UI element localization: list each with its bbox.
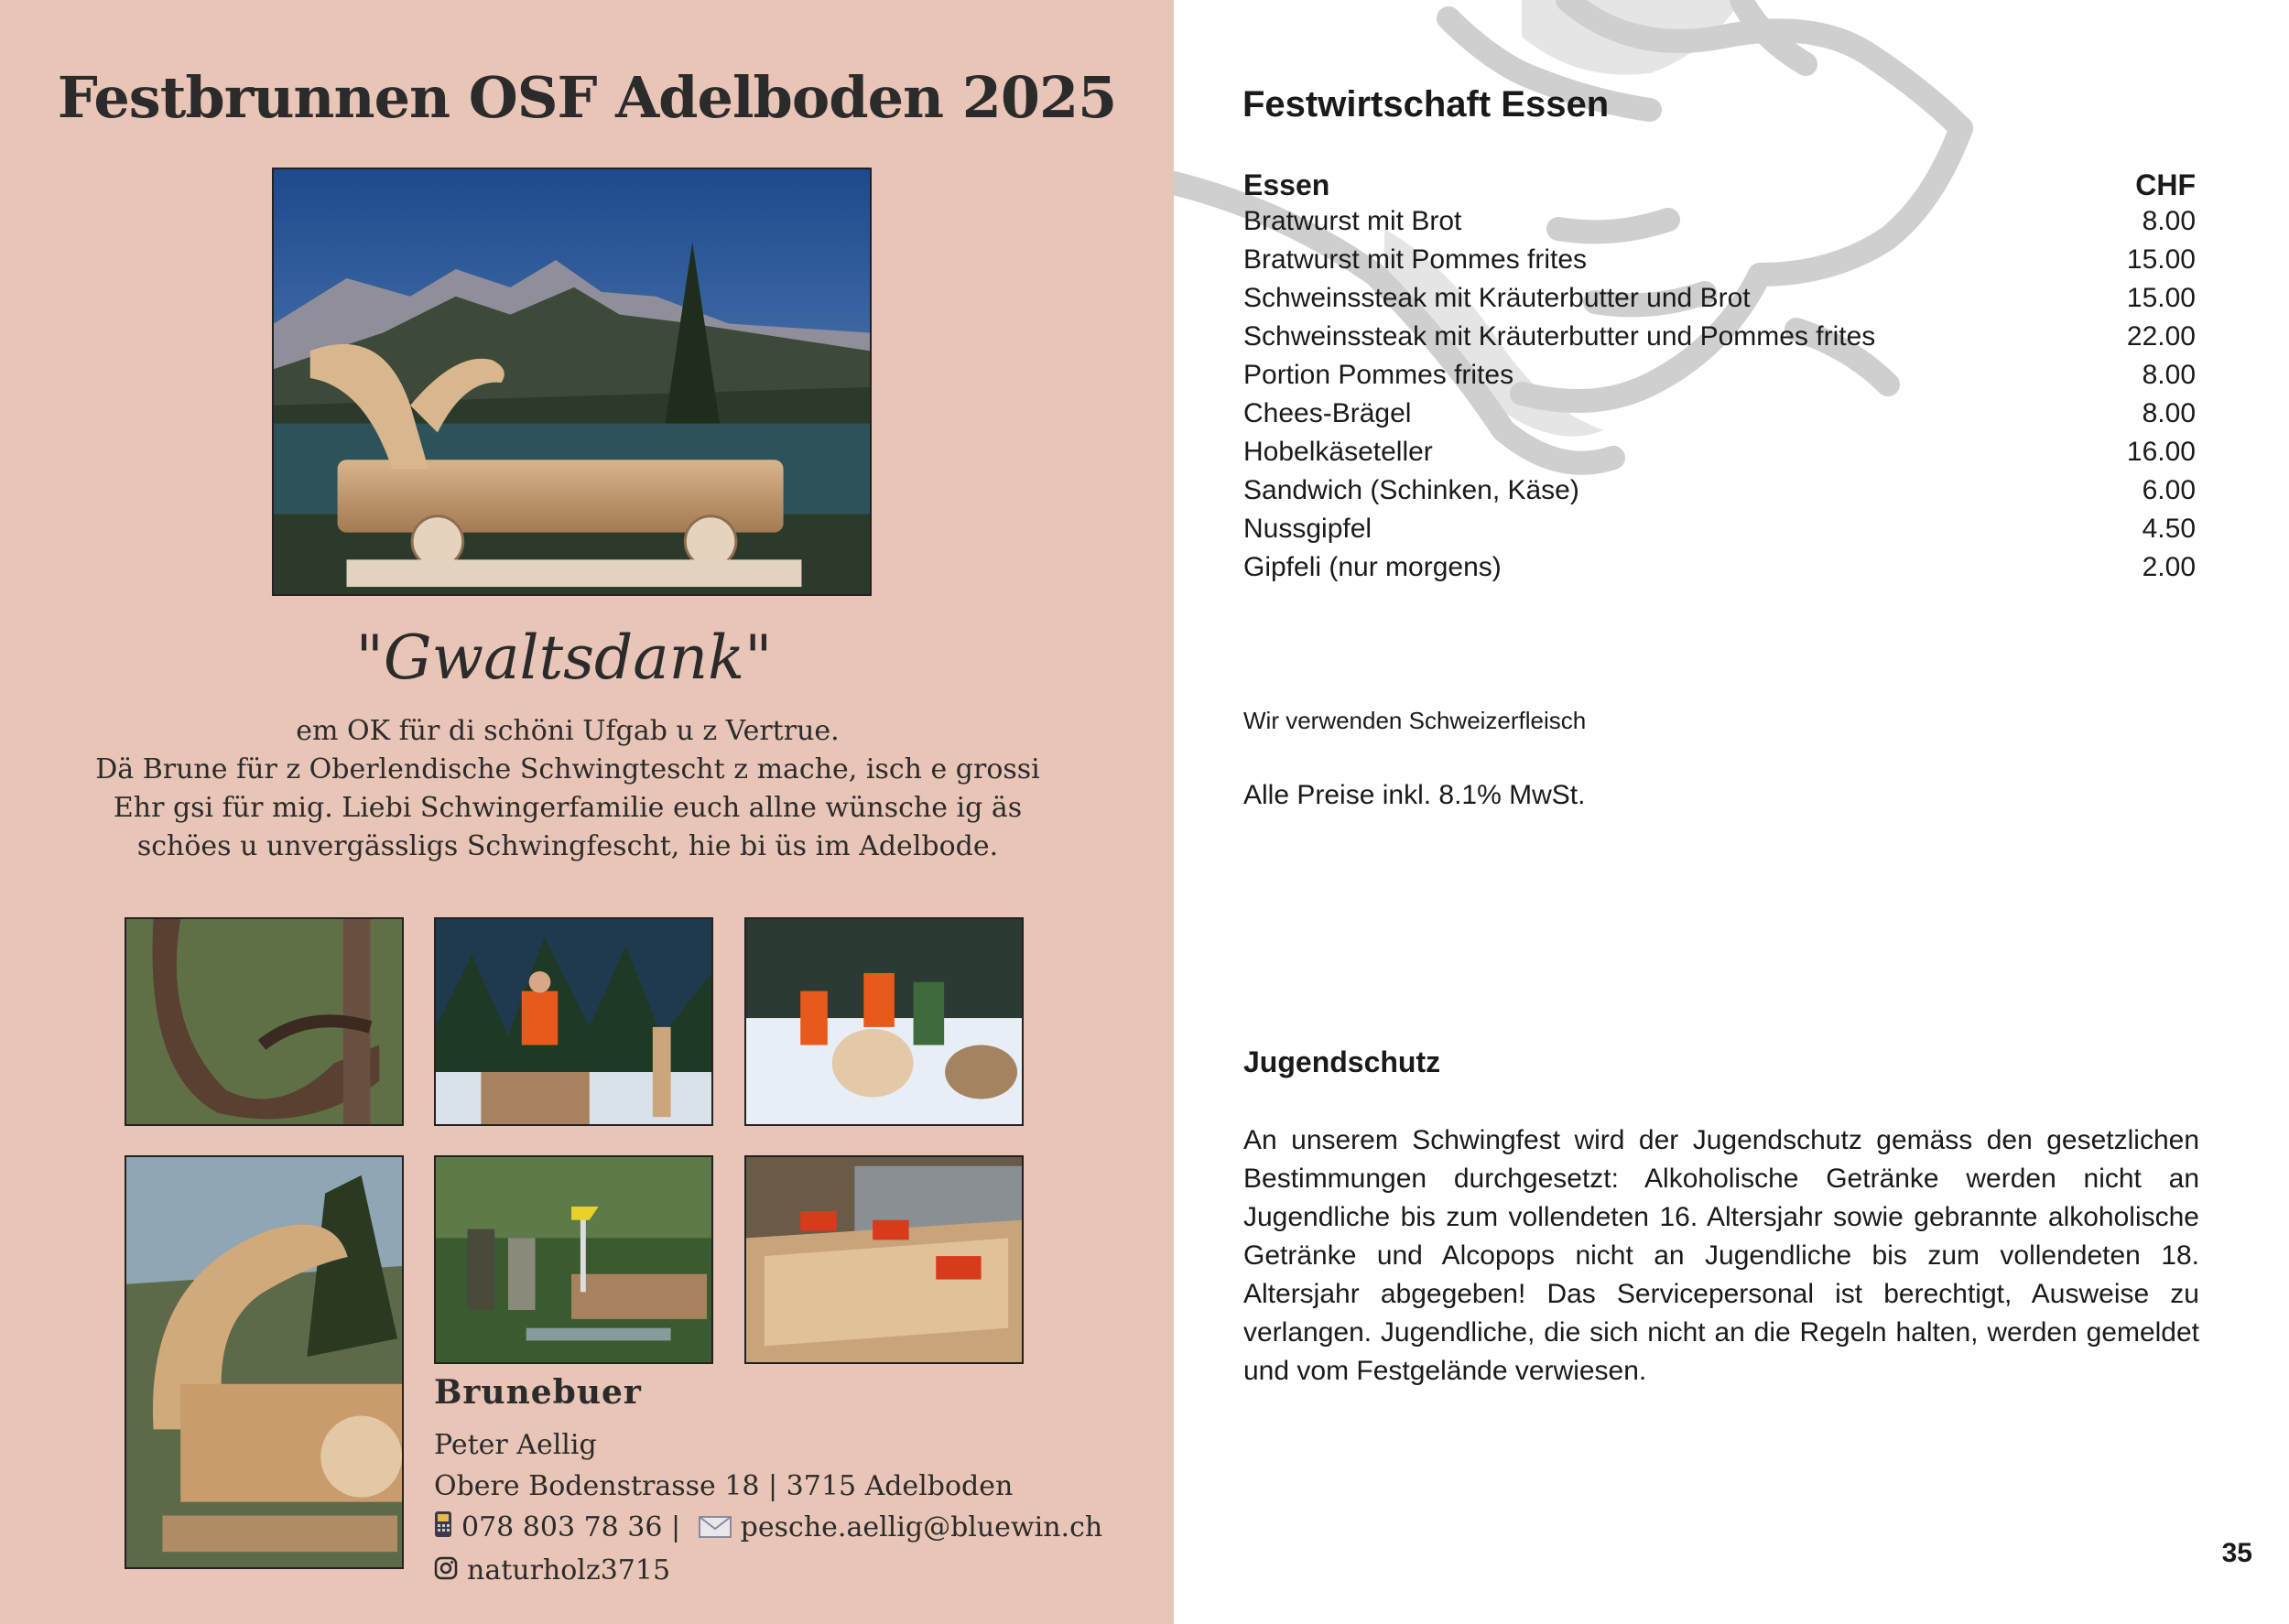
contact-instagram-line <box>434 1550 1102 1593</box>
menu-item-name: Portion Pommes frites <box>1243 360 1514 390</box>
message-line: Dä Brune für z Oberlendische Schwingtescht z mache, isch e grossi <box>95 753 1040 785</box>
page-title: Festbrunnen OSF Adelboden 2025 <box>57 64 1117 131</box>
message-line: em OK für di schöni Ufgab u z Vertrue. <box>296 715 840 747</box>
menu-row <box>1243 318 2196 356</box>
menu-item-price: 6.00 <box>2142 475 2196 505</box>
contact-phone[interactable]: 078 803 78 36 | <box>461 1511 681 1543</box>
menu-item-price: 22.00 <box>2126 321 2196 352</box>
gallery-photo-team-snow <box>744 917 1024 1126</box>
menu-header-row <box>1243 160 2196 202</box>
page-number: 35 <box>2221 1538 2252 1568</box>
right-page <box>1174 0 2289 1624</box>
menu-item-name: Schweinssteak mit Kräuterbutter und Brot <box>1243 283 1751 313</box>
menu-row <box>1243 279 2196 318</box>
contact-phone-email-line <box>434 1507 1102 1550</box>
gallery-photo-forest-team <box>434 1155 713 1364</box>
menu-item-price: 15.00 <box>2126 244 2196 275</box>
gallery-photo-carved-trunk <box>125 1155 404 1569</box>
thanks-quote: "Gwaltsdank" <box>355 623 773 693</box>
contact-name: Peter Aellig <box>434 1429 597 1461</box>
thanks-message <box>55 712 1080 866</box>
menu-header-item: Essen <box>1243 168 1330 201</box>
instagram-icon <box>434 1551 458 1592</box>
menu-item-price: 15.00 <box>2126 283 2196 313</box>
brand-name: Brunebuer <box>434 1373 642 1412</box>
menu-item-name: Gipfeli (nur morgens) <box>1243 552 1502 582</box>
menu-item-name: Bratwurst mit Brot <box>1243 206 1462 236</box>
contact-email[interactable]: pesche.aellig@bluewin.ch <box>740 1511 1103 1543</box>
section-title: Festwirtschaft Essen <box>1242 84 1610 125</box>
menu-row <box>1243 241 2196 279</box>
menu-item-name: Nussgipfel <box>1243 514 1372 544</box>
menu-item-price: 2.00 <box>2142 552 2196 582</box>
mail-icon <box>699 1509 732 1550</box>
menu-item-name: Schweinssteak mit Kräuterbutter und Pommes frites <box>1243 321 1876 352</box>
menu-item-price: 8.00 <box>2142 360 2196 390</box>
menu-row <box>1243 356 2196 395</box>
menu-row <box>1243 471 2196 510</box>
youth-protection-text: An unserem Schwingfest wird der Jugendschutz gemäss den gesetzlichen Bestimmungen durchgesetzt: Alkoholische Getränke werden nicht an Jugendliche bis zum vollendeten 16. Altersjahr sowie gebrannte alkoholische Getränke und Alcopops nicht an Jugendliche bis zum vollendeten 18. Altersjahr abgegeben! Das Servicepersonal ist berechtigt, Ausweise zu verlangen. Jugendliche, die sich nicht an die Regeln halten, werden gemeldet und vom Festgelände verwiesen. <box>1243 1125 2199 1386</box>
menu-item-price: 8.00 <box>2142 206 2196 236</box>
menu-item-price: 4.50 <box>2142 514 2196 544</box>
gallery-photo-tree-root <box>125 917 404 1126</box>
phone-icon <box>434 1509 452 1550</box>
menu-item-name: Hobelkäseteller <box>1243 437 1433 467</box>
vat-note: Alle Preise inkl. 8.1% MwSt. <box>1243 780 1586 810</box>
message-line: schöes u unvergässligs Schwingfescht, hie bi üs im Adelbode. <box>136 830 999 862</box>
menu-header-price: CHF <box>2135 168 2196 201</box>
contact-instagram[interactable]: naturholz3715 <box>467 1554 671 1586</box>
menu-row <box>1243 433 2196 471</box>
meat-origin-note: Wir verwenden Schweizerfleisch <box>1243 707 1587 734</box>
menu-row <box>1243 510 2196 548</box>
menu-item-name: Chees-Brägel <box>1243 398 1412 428</box>
menu-item-price: 16.00 <box>2126 437 2196 467</box>
youth-protection-title: Jugendschutz <box>1243 1045 1441 1078</box>
food-menu-table <box>1243 160 2196 587</box>
message-line: Ehr gsi für mig. Liebi Schwingerfamilie euch allne wünsche ig äs <box>113 792 1023 824</box>
menu-row <box>1243 202 2196 241</box>
fountain-main-photo <box>272 168 872 596</box>
gallery-photo-chainsaws-trough <box>744 1155 1024 1364</box>
contact-block <box>434 1373 1102 1592</box>
menu-item-name: Sandwich (Schinken, Käse) <box>1243 475 1579 505</box>
menu-row <box>1243 548 2196 587</box>
contact-address: Obere Bodenstrasse 18 | 3715 Adelboden <box>434 1470 1014 1502</box>
menu-item-price: 8.00 <box>2142 398 2196 428</box>
menu-item-name: Bratwurst mit Pommes frites <box>1243 244 1588 275</box>
menu-row <box>1243 395 2196 433</box>
gallery-photo-chainsaw-worker <box>434 917 713 1126</box>
